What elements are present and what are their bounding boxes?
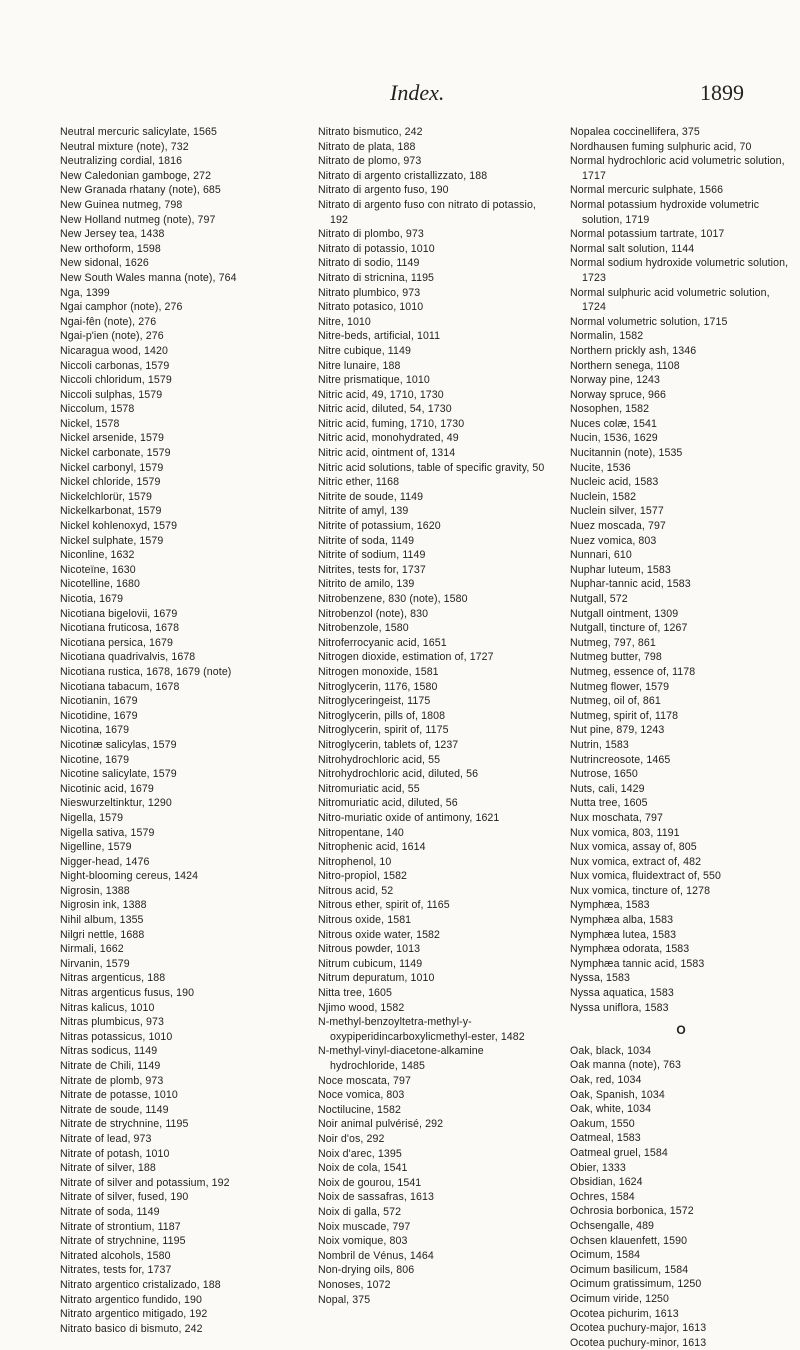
index-entry: Nigella sativa, 1579: [60, 826, 155, 839]
index-entry: Ngai-fên (note), 276: [60, 315, 157, 328]
index-entry: Nitroglycerin, spirit of, 1175: [318, 724, 449, 737]
index-entry: Nicotiana fruticosa, 1678: [60, 622, 180, 635]
index-entry: Nut pine, 879, 1243: [570, 724, 665, 737]
index-entry: Noix muscade, 797: [318, 1220, 411, 1233]
index-entry: Nitrato argentico mitigado, 192: [60, 1308, 208, 1321]
index-entry: Noir d'os, 292: [318, 1132, 385, 1145]
index-entry: Njimo wood, 1582: [318, 1001, 405, 1014]
index-entry: Nutmeg flower, 1579: [570, 680, 670, 693]
index-entry: Nickel arsenide, 1579: [60, 432, 164, 445]
index-entry: New Holland nutmeg (note), 797: [60, 213, 216, 226]
index-entry: Oak, red, 1034: [570, 1074, 642, 1086]
index-entry: Nitrito de amilo, 139: [318, 578, 415, 591]
index-entry: Nymphæa, 1583: [570, 899, 650, 912]
index-entry: Nicotidine, 1679: [60, 709, 138, 722]
index-entry: Nitrate de Chili, 1149: [60, 1060, 161, 1072]
index-entry: Niccoli chloridum, 1579: [60, 374, 172, 387]
index-entry: New orthoform, 1598: [60, 242, 161, 255]
index-entry: Nickel carbonate, 1579: [60, 447, 171, 460]
index-entry: Ocimum basilicum, 1584: [570, 1263, 689, 1276]
index-column-2: [318, 125, 546, 1307]
index-entry: Niccolum, 1578: [60, 403, 135, 416]
index-entry: New Caledonian gamboge, 272: [60, 169, 212, 182]
index-entry: Neutral mercuric salicylate, 1565: [60, 126, 217, 138]
index-entry: Nutmeg, spirit of, 1178: [570, 709, 679, 722]
index-entry: Nitric acid, monohydrated, 49: [318, 432, 459, 445]
index-entry: Nitrate of silver, 188: [60, 1162, 156, 1175]
index-entry: Nitrobenzol (note), 830: [318, 607, 429, 620]
index-entry: Nitric acid, ointment of, 1314: [318, 447, 456, 460]
index-entry: Nucite, 1536: [570, 461, 631, 474]
index-entry: Nickelchlorür, 1579: [60, 490, 152, 503]
index-entry: Nitric ether, 1168: [318, 476, 400, 489]
index-entry: Nitrato di argento fuso, 190: [318, 184, 449, 197]
index-entry: Nitrite of sodium, 1149: [318, 549, 426, 562]
index-column-3-n-entries: [570, 125, 792, 1015]
index-entry: Ocimum viride, 1250: [570, 1292, 670, 1305]
index-entry: N-methyl-vinyl-diacetone-alkamine hydrochloride, 1485: [318, 1045, 484, 1072]
index-entry: Nitric acid, 49, 1710, 1730: [318, 388, 444, 401]
index-entry: Obsidian, 1624: [570, 1176, 643, 1189]
index-entry: Oatmeal gruel, 1584: [570, 1146, 668, 1159]
index-entry: Northern senega, 1108: [570, 359, 680, 372]
index-entry: Nitro-propiol, 1582: [318, 870, 408, 883]
index-entry: Nigrosin, 1388: [60, 884, 130, 897]
index-entry: Oak, black, 1034: [570, 1044, 652, 1057]
index-entry: Oak manna (note), 763: [570, 1059, 682, 1072]
index-entry: Nitrohydrochloric acid, diluted, 56: [318, 768, 479, 781]
index-entry: Nitrato argentico fundido, 190: [60, 1293, 202, 1306]
index-entry: Nickel chloride, 1579: [60, 476, 161, 489]
index-entry: Nitrophenic acid, 1614: [318, 841, 426, 854]
index-entry: Nyssa, 1583: [570, 972, 630, 985]
index-entry: Nitrato bismutico, 242: [318, 126, 423, 138]
index-entry: Nitrogen monoxide, 1581: [318, 665, 439, 678]
index-entry: Nutrin, 1583: [570, 738, 629, 751]
index-entry: Nitroglycerin, tablets of, 1237: [318, 738, 459, 751]
index-entry: Nickel kohlenoxyd, 1579: [60, 520, 178, 533]
index-entry: Nitre cubique, 1149: [318, 344, 411, 357]
index-entry: Ocimum gratissimum, 1250: [570, 1278, 702, 1291]
index-entry: Nitroglycerin, 1176, 1580: [318, 680, 438, 693]
index-entry: Nitrato di plombo, 973: [318, 228, 424, 241]
index-entry: Nuphar luteum, 1583: [570, 563, 671, 576]
index-entry: Nitras argenticus fusus, 190: [60, 987, 195, 1000]
index-entry: Normal sodium hydroxide volumetric solution, 1723: [570, 257, 789, 284]
index-entry: Nitrite of soda, 1149: [318, 534, 415, 547]
index-entry: N-methyl-benzoyltetra-methyl-y-oxypiperidincarboxylicmethyl-ester, 1482: [318, 1016, 525, 1043]
index-entry: Nonoses, 1072: [318, 1278, 391, 1291]
index-entry: Normal salt solution, 1144: [570, 242, 695, 255]
index-entry: Nopalea coccinellifera, 375: [570, 126, 700, 138]
index-entry: Nucleic acid, 1583: [570, 476, 659, 489]
index-entry: Nitrate of soda, 1149: [60, 1205, 160, 1218]
index-entry: Ocotea puchury-minor, 1613: [570, 1336, 707, 1349]
index-entry: Nuclein, 1582: [570, 490, 637, 503]
index-column-1: [60, 125, 298, 1336]
index-entry: Nilgri nettle, 1688: [60, 928, 145, 941]
index-entry: Nirvanin, 1579: [60, 957, 130, 970]
index-entry: Nymphæa alba, 1583: [570, 914, 674, 927]
index-entry: Nux moschata, 797: [570, 811, 663, 824]
index-entry: Ngai-p'ien (note), 276: [60, 330, 164, 343]
index-entry: Nutta tree, 1605: [570, 797, 648, 810]
index-entry: Nitrate of strontium, 1187: [60, 1220, 181, 1233]
index-entry: Nitrate de soude, 1149: [60, 1103, 169, 1116]
index-entry: Nicotiana bigelovii, 1679: [60, 607, 178, 620]
section-letter: O: [676, 1023, 686, 1038]
index-entry: Nigrosin ink, 1388: [60, 899, 147, 912]
index-entry: Nopal, 375: [318, 1293, 371, 1306]
index-entry: Nymphæa tannic acid, 1583: [570, 957, 705, 970]
index-entry: Nitrate of potash, 1010: [60, 1147, 170, 1160]
index-entry: Nitroglyceringeist, 1175: [318, 695, 431, 708]
index-entry: Nicotiana persica, 1679: [60, 636, 174, 649]
index-entry: Nitre lunaire, 188: [318, 359, 401, 372]
index-entry: Noix vomique, 803: [318, 1235, 408, 1248]
index-entry: Obier, 1333: [570, 1161, 626, 1174]
index-entry: Nitromuriatic acid, diluted, 56: [318, 797, 458, 810]
index-entry: Nitre prismatique, 1010: [318, 374, 430, 387]
index-entry: New Guinea nutmeg, 798: [60, 198, 183, 211]
index-entry: Nickel, 1578: [60, 417, 120, 430]
index-entry: Nitrite of potassium, 1620: [318, 520, 441, 533]
index-entry: Noix de gourou, 1541: [318, 1176, 422, 1189]
index-entry: Nux vomica, assay of, 805: [570, 841, 697, 854]
index-entry: Nitras sodicus, 1149: [60, 1045, 158, 1058]
page-header: [0, 80, 800, 110]
index-entry: Nicotine salicylate, 1579: [60, 768, 177, 781]
index-entry: Nigelline, 1579: [60, 841, 132, 854]
index-entry: Nitro-muriatic oxide of antimony, 1621: [318, 811, 500, 824]
index-entry: Normal volumetric solution, 1715: [570, 315, 728, 328]
index-entry: Nicotia, 1679: [60, 593, 124, 605]
index-entry: Nitrite de soude, 1149: [318, 490, 424, 503]
index-entry: Nucitannin (note), 1535: [570, 447, 683, 460]
index-entry: Nutgall, 572: [570, 593, 628, 605]
index-entry: Noce moscata, 797: [318, 1074, 411, 1087]
index-entry: Nosophen, 1582: [570, 403, 650, 416]
index-entry: Nitrato di potassio, 1010: [318, 242, 435, 255]
index-entry: Nitrum cubicum, 1149: [318, 957, 423, 970]
index-entry: Nicotiana quadrivalvis, 1678: [60, 651, 196, 664]
index-entry: Nitroferrocyanic acid, 1651: [318, 636, 447, 649]
running-title: Index.: [390, 80, 445, 105]
index-entry: Norway pine, 1243: [570, 374, 661, 387]
index-entry: Nitrate of silver and potassium, 192: [60, 1176, 230, 1189]
index-entry: Nitrobenzene, 830 (note), 1580: [318, 593, 468, 605]
index-entry: Nux vomica, fluidextract of, 550: [570, 870, 721, 883]
index-entry: Nitre-beds, artificial, 1011: [318, 330, 441, 343]
index-entry: Nickel sulphate, 1579: [60, 534, 164, 547]
index-entry: New South Wales manna (note), 764: [60, 271, 237, 284]
index-entry: Ochrosia borbonica, 1572: [570, 1205, 694, 1218]
index-entry: Ngai camphor (note), 276: [60, 301, 183, 314]
index-entry: Nickelkarbonat, 1579: [60, 505, 162, 518]
index-entry: Nitrate of strychnine, 1195: [60, 1235, 186, 1248]
index-entry: Nicotianin, 1679: [60, 695, 138, 708]
index-entry: Nitras argenticus, 188: [60, 972, 166, 985]
index-entry: Northern prickly ash, 1346: [570, 344, 697, 357]
index-entry: Nutmeg, essence of, 1178: [570, 665, 696, 678]
index-entry: Oak, white, 1034: [570, 1103, 652, 1116]
index-entry: Nicotelline, 1680: [60, 578, 141, 591]
index-entry: Nutgall ointment, 1309: [570, 607, 679, 620]
index-entry: Normal mercuric sulphate, 1566: [570, 184, 724, 197]
index-entry: Nuces colæ, 1541: [570, 417, 657, 430]
index-entry: Noix de sassafras, 1613: [318, 1191, 434, 1204]
index-entry: Nitrato di sodio, 1149: [318, 257, 420, 270]
index-entry: Nitrato de plomo, 973: [318, 155, 422, 168]
index-entry: Nucin, 1536, 1629: [570, 432, 658, 445]
index-entry: Ochres, 1584: [570, 1190, 635, 1203]
index-entry: Ocimum, 1584: [570, 1249, 641, 1262]
index-entry: Nitrato di argento cristallizzato, 188: [318, 169, 488, 182]
index-entry: Nitrato di stricnina, 1195: [318, 271, 435, 284]
index-entry: Nordhausen fuming sulphuric acid, 70: [570, 140, 752, 153]
index-entry: Nitrate de strychnine, 1195: [60, 1118, 189, 1131]
index-entry: Nitras kalicus, 1010: [60, 1001, 155, 1014]
index-entry: New Granada rhatany (note), 685: [60, 184, 221, 197]
index-entry: Nutmeg butter, 798: [570, 651, 662, 664]
index-entry: Noix d'arec, 1395: [318, 1147, 402, 1160]
index-entry: Nitrous oxide water, 1582: [318, 928, 441, 941]
index-entry: Nitric acid, diluted, 54, 1730: [318, 403, 452, 416]
index-entry: Noix de cola, 1541: [318, 1162, 408, 1175]
index-entry: Normalin, 1582: [570, 330, 644, 343]
index-entry: Nyssa uniflora, 1583: [570, 1001, 669, 1014]
index-entry: Noix di galla, 572: [318, 1205, 402, 1218]
index-entry: Nicotine, 1679: [60, 753, 130, 766]
index-entry: Nitrous ether, spirit of, 1165: [318, 899, 450, 912]
index-entry: Nux vomica, tincture of, 1278: [570, 884, 711, 897]
index-entry: Nitrates, tests for, 1737: [60, 1264, 172, 1277]
index-entry: Nitras plumbicus, 973: [60, 1016, 164, 1029]
index-entry: Noir animal pulvérisé, 292: [318, 1118, 444, 1131]
index-entry: Nitrato basico di bismuto, 242: [60, 1322, 203, 1335]
index-entry: Nitromuriatic acid, 55: [318, 782, 420, 795]
index-entry: Nitta tree, 1605: [318, 987, 393, 1000]
index-entry: Nicaragua wood, 1420: [60, 344, 169, 357]
index-entry: Neutralizing cordial, 1816: [60, 155, 183, 168]
index-entry: Nuclein silver, 1577: [570, 505, 664, 518]
index-entry: Normal potassium tartrate, 1017: [570, 228, 725, 241]
index-entry: Ochsen klauenfett, 1590: [570, 1234, 688, 1247]
index-entry: Nutrincreosote, 1465: [570, 753, 671, 766]
index-entry: Nitric acid, fuming, 1710, 1730: [318, 417, 465, 430]
index-entry: Normal hydrochloric acid volumetric solution, 1717: [570, 155, 785, 182]
index-entry: Nitroglycerin, pills of, 1808: [318, 709, 446, 722]
index-entry: Noce vomica, 803: [318, 1089, 405, 1102]
index-entry: Ocotea puchury-major, 1613: [570, 1322, 707, 1335]
index-entry: Nitrato di argento fuso con nitrato di potassio, 192: [318, 198, 536, 226]
index-entry: Nitrate de potasse, 1010: [60, 1089, 178, 1102]
index-entry: Nutgall, tincture of, 1267: [570, 622, 688, 635]
index-entry: Normal potassium hydroxide volumetric solution, 1719: [570, 198, 760, 226]
index-entry: Nitrohydrochloric acid, 55: [318, 753, 441, 766]
index-entry: Nitrato potasico, 1010: [318, 301, 424, 314]
index-entry: Nitrato plumbico, 973: [318, 286, 421, 299]
index-entry: Neutral mixture (note), 732: [60, 140, 189, 153]
index-entry: Normal sulphuric acid volumetric solution, 1724: [570, 286, 770, 314]
index-entry: Niccoli sulphas, 1579: [60, 388, 163, 401]
index-entry: Nitrate of silver, fused, 190: [60, 1191, 189, 1204]
index-entry: Nicoteïne, 1630: [60, 563, 136, 576]
index-entry: Non-drying oils, 806: [318, 1264, 415, 1277]
index-entry: Nutrose, 1650: [570, 768, 638, 781]
index-entry: Nymphæa odorata, 1583: [570, 943, 690, 956]
index-entry: Nihil album, 1355: [60, 914, 144, 927]
index-entry: Niconline, 1632: [60, 549, 135, 562]
index-entry: New Jersey tea, 1438: [60, 228, 165, 241]
page-number: 1899: [700, 80, 744, 105]
index-entry: Nigella, 1579: [60, 811, 124, 824]
index-entry: Nitrato argentico cristalizado, 188: [60, 1278, 221, 1291]
index-entry: Nyssa aquatica, 1583: [570, 987, 674, 1000]
index-entry: Nicotiana tabacum, 1678: [60, 680, 180, 693]
index-entry: Nieswurzeltinktur, 1290: [60, 797, 172, 810]
index-entry: Norway spruce, 966: [570, 388, 667, 401]
index-entry: Noctilucine, 1582: [318, 1103, 401, 1116]
index-column-3: [570, 125, 792, 1350]
index-entry: Nigger-head, 1476: [60, 855, 150, 868]
index-entry: Nicotinic acid, 1679: [60, 782, 154, 795]
index-entry: Nitropentane, 140: [318, 826, 404, 839]
index-entry: Nitrophenol, 10: [318, 855, 392, 868]
index-entry: Nux vomica, 803, 1191: [570, 826, 680, 839]
index-entry: Nitras potassicus, 1010: [60, 1030, 173, 1043]
index-entry: Nicotinæ salicylas, 1579: [60, 738, 177, 751]
index-entry: Oatmeal, 1583: [570, 1132, 641, 1145]
index-entry: Nutmeg, 797, 861: [570, 636, 656, 649]
index-entry: Nicotina, 1679: [60, 724, 130, 737]
index-entry: Nitric acid solutions, table of specific gravity, 50: [318, 461, 545, 474]
index-entry: Nitrites, tests for, 1737: [318, 563, 426, 576]
index-entry: Ochsengalle, 489: [570, 1219, 655, 1232]
index-entry: Oak, Spanish, 1034: [570, 1088, 665, 1101]
index-entry: Nitrous oxide, 1581: [318, 914, 412, 927]
index-entry: Nitrogen dioxide, estimation of, 1727: [318, 651, 494, 664]
index-entry: Nga, 1399: [60, 286, 110, 299]
index-entry: Oakum, 1550: [570, 1117, 635, 1130]
index-entry: Nuphar-tannic acid, 1583: [570, 578, 691, 591]
index-entry: Nitrite of amyl, 139: [318, 505, 409, 518]
index-entry: Nuts, cali, 1429: [570, 782, 645, 795]
index-entry: Niccoli carbonas, 1579: [60, 359, 170, 372]
index-entry: Nux vomica, extract of, 482: [570, 855, 702, 868]
index-entry: Nitrate of lead, 973: [60, 1132, 152, 1145]
index-entry: Nymphæa lutea, 1583: [570, 928, 677, 941]
index-entry: Nuez vomica, 803: [570, 534, 657, 547]
index-entry: Nitrous powder, 1013: [318, 943, 421, 956]
index-entry: Nitrum depuratum, 1010: [318, 972, 435, 985]
index-entry: Nitrato de plata, 188: [318, 140, 416, 153]
index-entry: Nirmali, 1662: [60, 943, 124, 956]
index-entry: Nicotiana rustica, 1678, 1679 (note): [60, 665, 232, 678]
index-entry: Night-blooming cereus, 1424: [60, 870, 199, 883]
index-entry: Nitrate de plomb, 973: [60, 1074, 164, 1087]
index-entry: Nutmeg, oil of, 861: [570, 695, 661, 708]
index-entry: Nitre, 1010: [318, 315, 371, 328]
index-entry: Nitrated alcohols, 1580: [60, 1249, 171, 1262]
index-entry: New sidonal, 1626: [60, 257, 149, 270]
index-entry: Nickel carbonyl, 1579: [60, 461, 164, 474]
index-entry: Nunnari, 610: [570, 549, 632, 562]
index-entry: Nitrous acid, 52: [318, 884, 394, 897]
index-entry: Nuez moscada, 797: [570, 520, 666, 533]
index-entry: Ocotea pichurim, 1613: [570, 1307, 679, 1320]
index-entry: Nitrobenzole, 1580: [318, 622, 409, 635]
index-column-3-o-entries: [570, 1044, 792, 1350]
index-entry: Nombril de Vénus, 1464: [318, 1249, 434, 1262]
